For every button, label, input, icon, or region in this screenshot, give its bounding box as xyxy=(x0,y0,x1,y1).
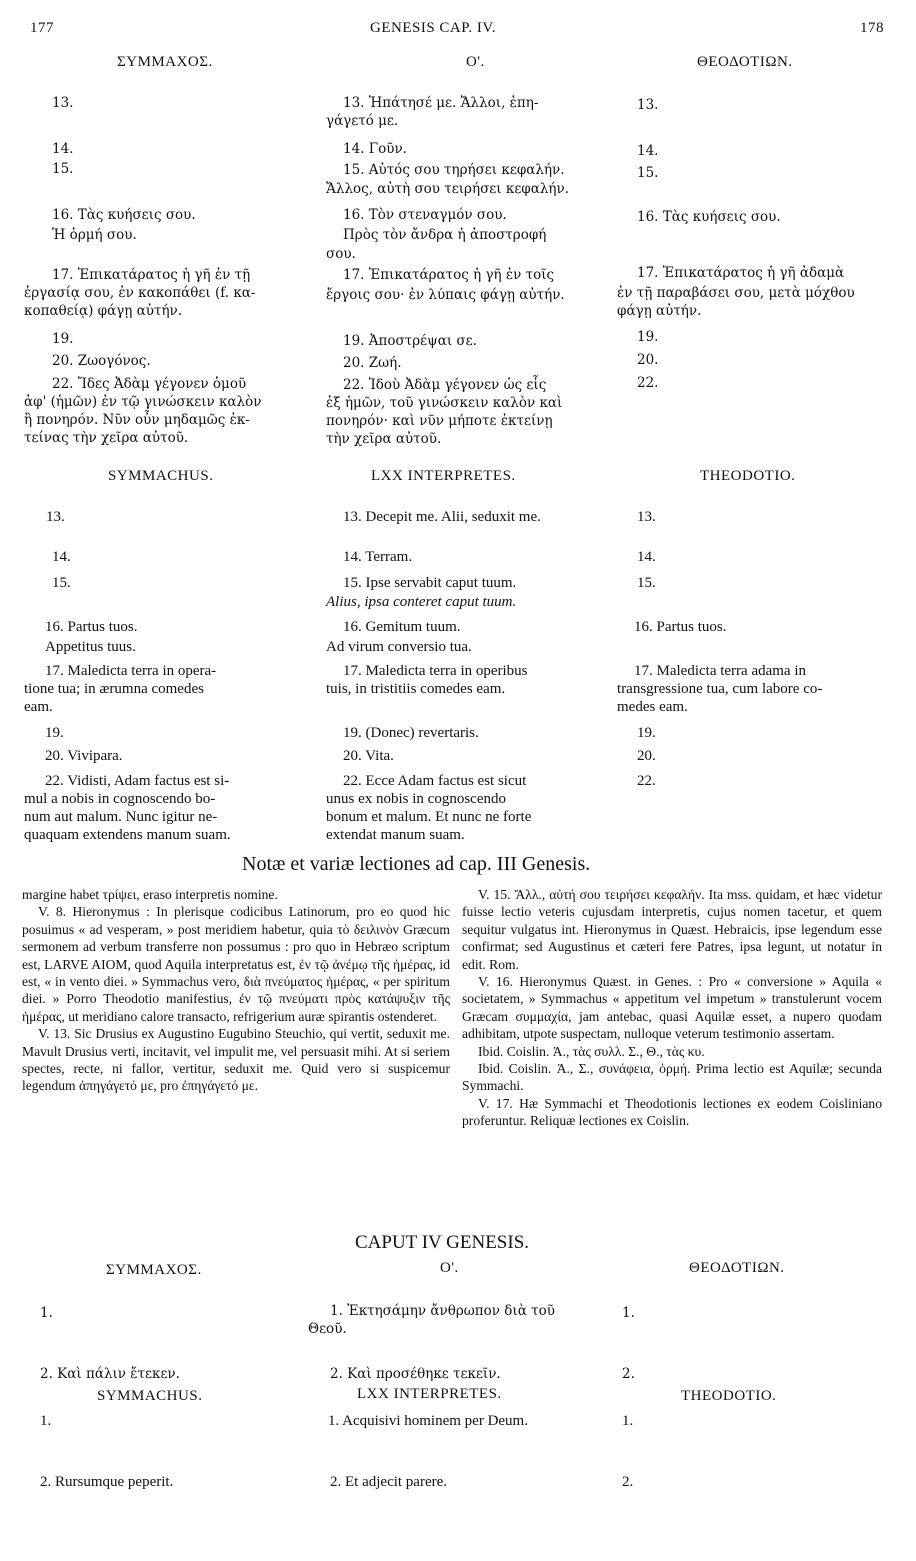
col-head-lxx-greek: Ο'. xyxy=(466,54,485,70)
caput-latin-sym-1: 1. xyxy=(40,1413,52,1429)
greek-theo-22: 22. xyxy=(637,375,659,391)
caput-latin-lxx-1: 1. Acquisivi hominem per Deum. xyxy=(328,1413,528,1429)
latin-lxx-19: 19. (Donec) revertaris. xyxy=(343,725,479,741)
latin-theo-15: 15. xyxy=(637,575,656,591)
greek-lxx-17b: ἔργοις σου· ἐν λύπαις φάγῃ αὐτήν. xyxy=(326,287,565,303)
greek-lxx-16a: 16. Τὸν στεναγμόν σου. xyxy=(343,207,507,223)
latin-lxx-15a: 15. Ipse servabit caput tuum. xyxy=(343,575,517,591)
greek-lxx-22c: πονηρόν· καὶ νῦν μήποτε ἐκτείνῃ xyxy=(326,413,553,429)
latin-theo-17b: transgressione tua, cum labore co- xyxy=(617,681,823,697)
greek-theo-20: 20. xyxy=(637,352,659,368)
latin-sym-20: 20. Vivipara. xyxy=(45,748,123,764)
latin-sym-16b: Appetitus tuus. xyxy=(45,639,136,655)
latin-theo-17a: 17. Maledicta terra adama in xyxy=(634,663,807,679)
latin-sym-22c: num aut malum. Nunc igitur ne- xyxy=(24,809,218,825)
latin-theo-22: 22. xyxy=(637,773,656,789)
greek-sym-17a: 17. Ἐπικατάρατος ἡ γῆ ἐν τῇ xyxy=(52,267,251,283)
caput-greek-theo-2: 2. xyxy=(622,1366,635,1382)
note-right-4: V. 17. Hæ Symmachi et Theodotionis lectiones ex eodem Coisliniano proferuntur. Reliquæ lectiones ex Coislin. xyxy=(462,1095,882,1129)
greek-sym-19: 19. xyxy=(52,331,74,347)
caput-greek-lxx-1a: 1. Ἐκτησάμην ἄνθρωπον διὰ τοῦ xyxy=(330,1303,555,1319)
latin-lxx-14: 14. Terram. xyxy=(343,549,413,565)
greek-lxx-22d: τὴν χεῖρα αὐτοῦ. xyxy=(326,431,442,447)
note-left-1: V. 8. Hieronymus : In plerisque codicibus Latinorum, pro eo quod hic posuimus « ad vesperam, » post meridiem habetur, quia τὸ δειλινὸν Græcum sermonem ad verbum transferre non possumus : pro quo in Hebræo scriptum est, LARVE AIOM, quod Aquila interpretatus est, ἐν τῷ ἀνέμῳ τῆς ἡμέρας, id est, « in vento diei. » Symmachus vero, διὰ πνεύματος ἡμέρας, « per spiritum diei. » Porro Theodotio manifestius, ἐν τῷ πνεύματι πρὸς κατάψυξιν τῆς ἡμέρας, ut meridiano calore transacto, refrigerium auræ spirantis ostenderet. xyxy=(22,904,450,1024)
greek-sym-16b: Ἡ ὁρμή σου. xyxy=(52,227,137,243)
latin-sym-14: 14. xyxy=(52,549,71,565)
latin-sym-15: 15. xyxy=(52,575,71,591)
caput-greek-sym-2: 2. Καὶ πάλιν ἔτεκεν. xyxy=(40,1366,180,1382)
greek-lxx-15b: Ἄλλος, αὐτὴ σου τειρήσει κεφαλήν. xyxy=(326,181,570,197)
note-right-1: V. 16. Hieronymus Quæst. in Genes. : Pro « conversione » Aquila « societatem, » Symmachus « appetitum vel impetum » transtulerunt vocem Græcam συμμαχία, jam antebac, quasi Aquilæ esset, a nupero quodam adhibitam, utpote suspectam, nulloque veterum testimonio assertam. xyxy=(462,974,882,1042)
greek-theo-15: 15. xyxy=(637,165,659,181)
latin-sym-17c: eam. xyxy=(24,699,53,715)
greek-sym-20: 20. Ζωογόνος. xyxy=(52,353,151,369)
caput-latin-head-theo: THEODOTIO. xyxy=(681,1388,777,1404)
notes-left-column xyxy=(22,886,450,1095)
note-right-0: V. 15. Ἄλλ., αὐτή σου τειρήσει κεφαλήν. Ita mss. quidam, et hæc videtur fuisse lectio veteris cujusdam interpretis, cujus nomen tacetur, et quem sequitur vulgatus int. Hieronymus in Quæst. Hebraicis, ipse legendum esse confirmat; sed Augustinus et cæteri fere Patres, ipsa legunt, ut notatur in edit. Rom. xyxy=(462,887,882,972)
greek-sym-22d: τείνας τὴν χεῖρα αὐτοῦ. xyxy=(24,430,189,446)
latin-sym-17b: tione tua; in ærumna comedes xyxy=(24,681,204,697)
caput-latin-sym-2: 2. Rursumque peperit. xyxy=(40,1474,174,1490)
greek-lxx-15a: 15. Αὐτός σου τηρήσει κεφαλήν. xyxy=(343,162,565,178)
note-right-2: Ibid. Coislin. Ἀ., τὰς συλλ. Σ., Θ., τὰς κυ. xyxy=(478,1043,705,1059)
latin-theo-16: 16. Partus tuos. xyxy=(634,619,727,635)
caput-latin-theo-1: 1. xyxy=(622,1413,634,1429)
greek-lxx-16b: Πρὸς τὸν ἄνδρα ἡ ἀποστροφή xyxy=(343,227,547,243)
latin-sym-22a: 22. Vidisti, Adam factus est si- xyxy=(45,773,230,789)
greek-lxx-13a: 13. Ἠπάτησέ με. Ἄλλοι, ἐπη- xyxy=(343,95,539,111)
col-head-theodotion-latin: THEODOTIO. xyxy=(700,468,796,484)
caput-greek-head-theo: ΘΕΟΔΟΤΙΩΝ. xyxy=(689,1260,785,1276)
page-number-left: 177 xyxy=(30,20,54,36)
latin-lxx-16a: 16. Gemitum tuum. xyxy=(343,619,461,635)
note-left-2: V. 13. Sic Drusius ex Augustino Eugubino Steuchio, qui vertit, seduxit me. Mavult Drusius verti, incitavit, vel impulit me, vel persuasit mihi. At si seriem spectes, recte, ni fallor, vertitur, seduxit me. Quid vero si suspicemur legendum ἀπηγάγετό με, pro ἐπηγάγετό με. xyxy=(22,1026,450,1094)
latin-sym-17a: 17. Maledicta terra in opera- xyxy=(45,663,217,679)
greek-sym-17b: ἐργασίᾳ σου, ἐν κακοπάθει (f. κα- xyxy=(24,285,256,301)
greek-theo-17c: φάγῃ αὐτήν. xyxy=(617,303,702,319)
greek-lxx-22b: ἐξ ἡμῶν, τοῦ γινώσκειν καλὸν καὶ xyxy=(326,395,563,411)
latin-theo-20: 20. xyxy=(637,748,656,764)
greek-sym-15: 15. xyxy=(52,161,74,177)
latin-sym-16: 16. Partus tuos. xyxy=(45,619,138,635)
latin-sym-19: 19. xyxy=(45,725,64,741)
col-head-symmachus-greek: ΣΥΜΜΑΧΟΣ. xyxy=(117,54,213,70)
caput-greek-lxx-2: 2. Καὶ προσέθηκε τεκεῖν. xyxy=(330,1366,501,1382)
latin-theo-19: 19. xyxy=(637,725,656,741)
note-left-0: margine habet τρίψει, eraso interpretis nomine. xyxy=(22,887,278,902)
caput-greek-lxx-1b: Θεοῦ. xyxy=(308,1321,347,1337)
caput-latin-theo-2: 2. xyxy=(622,1474,634,1490)
notes-title: Notæ et variæ lectiones ad cap. III Genesis. xyxy=(242,853,591,875)
greek-lxx-13b: γάγετό με. xyxy=(326,113,399,129)
latin-lxx-22a: 22. Ecce Adam factus est sicut xyxy=(343,773,527,789)
latin-sym-13: 13. xyxy=(46,509,65,525)
greek-theo-13: 13. xyxy=(637,97,659,113)
greek-lxx-19: 19. Ἀποστρέψαι σε. xyxy=(343,333,477,349)
greek-theo-17b: ἐν τῇ παραβάσει σου, μετὰ μόχθου xyxy=(617,285,855,301)
greek-sym-22b: ἀφ' (ἡμῶν) ἐν τῷ γινώσκειν καλὸν xyxy=(24,394,262,410)
col-head-theodotion-greek: ΘΕΟΔΟΤΙΩΝ. xyxy=(697,54,793,70)
caput-greek-head-sym: ΣΥΜΜΑΧΟΣ. xyxy=(106,1262,202,1278)
running-title: GENESIS CAP. IV. xyxy=(370,20,497,36)
caput-latin-head-sym: SYMMACHUS. xyxy=(97,1388,203,1404)
notes-right-column xyxy=(462,886,882,1130)
latin-lxx-22c: bonum et malum. Et nunc ne forte xyxy=(326,809,532,825)
greek-lxx-16c: σου. xyxy=(326,246,356,262)
latin-theo-13: 13. xyxy=(637,509,656,525)
note-right-3: Ibid. Coislin. Ἀ., Σ., συνάφεια, ὁρμή. Prima lectio est Aquilæ; secunda Symmachi. xyxy=(462,1061,882,1094)
latin-lxx-22d: extendat manum suam. xyxy=(326,827,465,843)
col-head-lxx-latin: LXX INTERPRETES. xyxy=(371,468,516,484)
caput-greek-theo-1: 1. xyxy=(622,1305,635,1321)
latin-lxx-13: 13. Decepit me. Alii, seduxit me. xyxy=(343,509,541,525)
page-number-right: 178 xyxy=(860,20,884,36)
greek-sym-17c: κοπαθείᾳ) φάγῃ αὐτήν. xyxy=(24,303,183,319)
greek-sym-16: 16. Τὰς κυήσεις σου. xyxy=(52,207,196,223)
greek-lxx-17a: 17. Ἐπικατάρατος ἡ γῆ ἐν τοῖς xyxy=(343,267,555,283)
greek-theo-17a: 17. Ἐπικατάρατος ἡ γῆ ἀδαμὰ xyxy=(637,265,845,281)
greek-sym-22a: 22. Ἴδες Ἀδὰμ γέγονεν ὁμοῦ xyxy=(52,376,247,392)
caput-title: CAPUT IV GENESIS. xyxy=(355,1232,530,1253)
caput-greek-sym-1: 1. xyxy=(40,1305,53,1321)
latin-lxx-15b: Alius, ipsa conteret caput tuum. xyxy=(326,594,517,610)
greek-lxx-20: 20. Ζωή. xyxy=(343,355,402,371)
latin-lxx-20: 20. Vita. xyxy=(343,748,394,764)
greek-sym-14: 14. xyxy=(52,141,74,157)
latin-lxx-17a: 17. Maledicta terra in operibus xyxy=(343,663,528,679)
col-head-symmachus-latin: SYMMACHUS. xyxy=(108,468,214,484)
latin-lxx-16b: Ad virum conversio tua. xyxy=(326,639,472,655)
latin-sym-22d: quaquam extendens manum suam. xyxy=(24,827,231,843)
caput-latin-head-lxx: LXX INTERPRETES. xyxy=(357,1386,502,1402)
latin-theo-14: 14. xyxy=(637,549,656,565)
greek-theo-16: 16. Τὰς κυήσεις σου. xyxy=(637,209,781,225)
greek-theo-14: 14. xyxy=(637,143,659,159)
latin-sym-22b: mul a nobis in cognoscendo bo- xyxy=(24,791,216,807)
latin-theo-17c: medes eam. xyxy=(617,699,688,715)
greek-lxx-22a: 22. Ἰδοὺ Ἀδὰμ γέγονεν ὡς εἷς xyxy=(343,377,547,393)
caput-latin-lxx-2: 2. Et adjecit parere. xyxy=(330,1474,448,1490)
greek-sym-22c: ἢ πονηρόν. Νῦν οὖν μηδαμῶς ἐκ- xyxy=(24,412,250,428)
greek-sym-13: 13. xyxy=(52,95,74,111)
latin-lxx-22b: unus ex nobis in cognoscendo xyxy=(326,791,506,807)
latin-lxx-17b: tuis, in tristitiis comedes eam. xyxy=(326,681,506,697)
greek-lxx-14: 14. Γοῦν. xyxy=(343,141,407,157)
greek-theo-19: 19. xyxy=(637,329,659,345)
caput-greek-head-lxx: Ο'. xyxy=(440,1260,459,1276)
